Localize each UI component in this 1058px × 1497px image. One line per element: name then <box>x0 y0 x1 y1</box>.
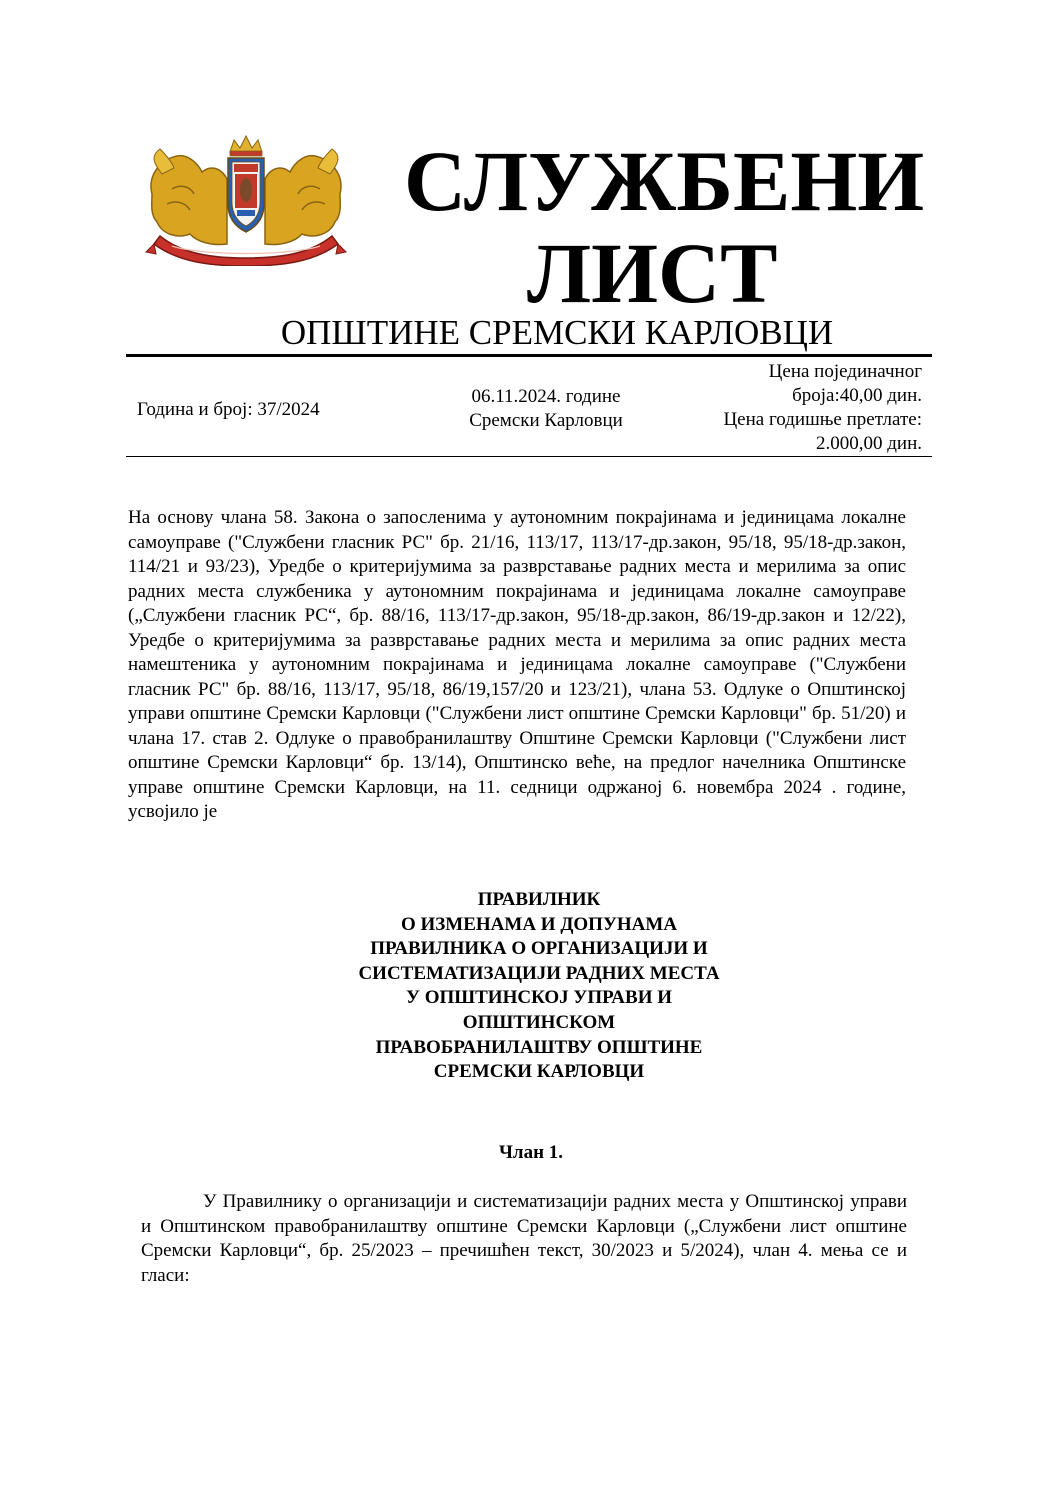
price-single-label: Цена појединачног <box>768 361 922 382</box>
price-annual-label: Цена годишње претлате: <box>723 409 922 430</box>
masthead-title-line1: СЛУЖБЕНИ <box>404 133 925 229</box>
coat-of-arms-emblem <box>142 134 350 266</box>
act-title-line: ОПШТИНСКОМ <box>462 1011 616 1033</box>
header-bottom-rule <box>126 456 932 457</box>
act-title-line: У ОПШТИНСКОЈ УПРАВИ И <box>406 987 672 1009</box>
masthead-subtitle: ОПШТИНЕ СРЕМСКИ КАРЛОВЦИ <box>280 313 834 352</box>
article-1-heading: Члан 1. <box>498 1142 564 1163</box>
issue-date-place <box>456 385 636 433</box>
act-title-line: СРЕМСКИ КАРЛОВЦИ <box>433 1061 645 1083</box>
act-title-line: ПРАВОБРАНИЛАШТВУ ОПШТИНЕ <box>375 1036 703 1058</box>
act-title-line: ПРАВИЛНИКА О ОРГАНИЗАЦИЈИ И <box>370 938 708 960</box>
act-title-line: ПРАВИЛНИК <box>477 889 601 910</box>
article-1-text: У Правилнику о организацији и систематизацији радних места у Општинској управи и Општинском правобранилаштву општине Сремски Карловци („Службени лист општине Сремски Карловци“, бр. 25/2023 – пречишћен текст, 30/2023 и 5/2024), члан 4. мења се и гласи: <box>141 1191 907 1286</box>
preamble-paragraph: На основу члана 58. Закона о запосленима у аутономним покрајинама и јединицама локалне самоуправе ("Службени гласник РС" бр. 21/16, 113/17, 113/17-др.закон, 95/18, 95/18-др.закон, 114/21 и 93/23), Уредбе о критеријумима за разврставање радних места и мерилима за опис радних места службеника у аутономним покрајинама и јединицама локалне самоуправе („Службени гласник РС“, бр. 88/16, 113/17-др.закон, 95/18-др.закон, 86/19-др.закон и 12/22), Уредбе о критеријумима за разврставање радних места и мерилима за опис радних места намештеника у аутономним покрајинама и јединицама локалне самоуправе ("Службени гласник РС" бр. 88/16, 113/17, 95/18, 86/19,157/20 и 123/21), члана 53. Одлуке о Општинској управи општине Сремски Карловци ("Службени лист општине Сремски Карловци" бр. 51/20) и члана 17. став 2. Одлуке о правобранилаштву Општине Сремски Карловци ("Службени лист општине Сремски Карловци“ бр. 13/14), Општинско веће, на предлог начелника Општинске управе општине Сремски Карловци, на 11. седници одржаној 6. новембра 2024 . године, усвојило је <box>128 507 906 822</box>
price-annual-value: 2.000,00 дин. <box>815 433 922 454</box>
act-title-line: СИСТЕМАТИЗАЦИЈИ РАДНИХ МЕСТА <box>358 962 720 984</box>
masthead-title-line2: ЛИСТ <box>527 225 778 321</box>
issue-date: 06.11.2024. године <box>471 386 621 407</box>
issue-place: Сремски Карловци <box>469 410 623 431</box>
issue-price <box>660 360 922 456</box>
act-title-line: О ИЗМЕНАМА И ДОПУНАМА <box>400 913 678 935</box>
act-title <box>0 888 1058 1085</box>
issue-year-number: Година и број: 37/2024 <box>137 399 320 420</box>
price-single-value: броја:40,00 дин. <box>792 385 922 406</box>
header-top-rule <box>126 354 932 357</box>
